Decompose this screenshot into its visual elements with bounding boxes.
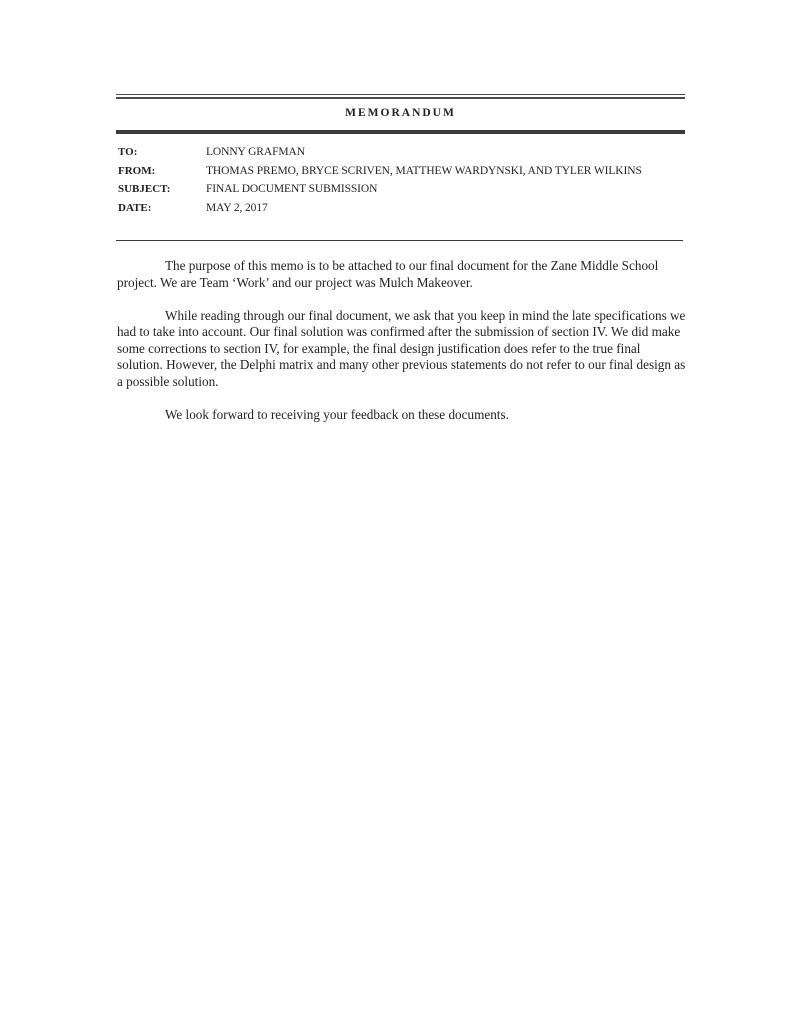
memo-title: MEMORANDUM — [345, 107, 456, 119]
top-double-rule-thick — [116, 97, 685, 99]
header-row-date — [118, 202, 688, 221]
to-label: TO: — [118, 146, 138, 158]
memo-body — [117, 258, 687, 440]
header-row-subject — [118, 183, 688, 202]
subject-label: SUBJECT: — [118, 183, 171, 195]
from-value: THOMAS PREMO, BRYCE SCRIVEN, MATTHEW WARDYNSKI, AND TYLER WILKINS — [206, 164, 642, 177]
title-divider — [116, 130, 685, 134]
body-paragraph-1: The purpose of this memo is to be attached to our final document for the Zane Middle School project. We are Team ‘Work’ and our project was Mulch Makeover. — [117, 258, 659, 290]
subject-value: FINAL DOCUMENT SUBMISSION — [206, 183, 378, 195]
body-paragraph-3: We look forward to receiving your feedback on these documents. — [165, 406, 509, 422]
date-value: MAY 2, 2017 — [206, 201, 268, 214]
date-label: DATE: — [118, 201, 152, 214]
to-value: LONNY GRAFMAN — [206, 146, 305, 158]
body-paragraph-2: While reading through our final document, we ask that you keep in mind the late specifications we had to take into account. Our final solution was confirmed after the submission of section IV. We did make some corrections to section IV, for example, the final design justification does refer to the true final solution. However, the Delphi matrix and many other previous statements do not refer to our final design as a possible solution. — [117, 307, 686, 389]
top-double-rule-thin — [116, 94, 685, 95]
header-row-from — [118, 165, 688, 184]
from-label: FROM: — [118, 164, 156, 177]
header-divider — [116, 240, 683, 241]
memo-header — [118, 146, 688, 220]
header-row-to — [118, 146, 688, 165]
